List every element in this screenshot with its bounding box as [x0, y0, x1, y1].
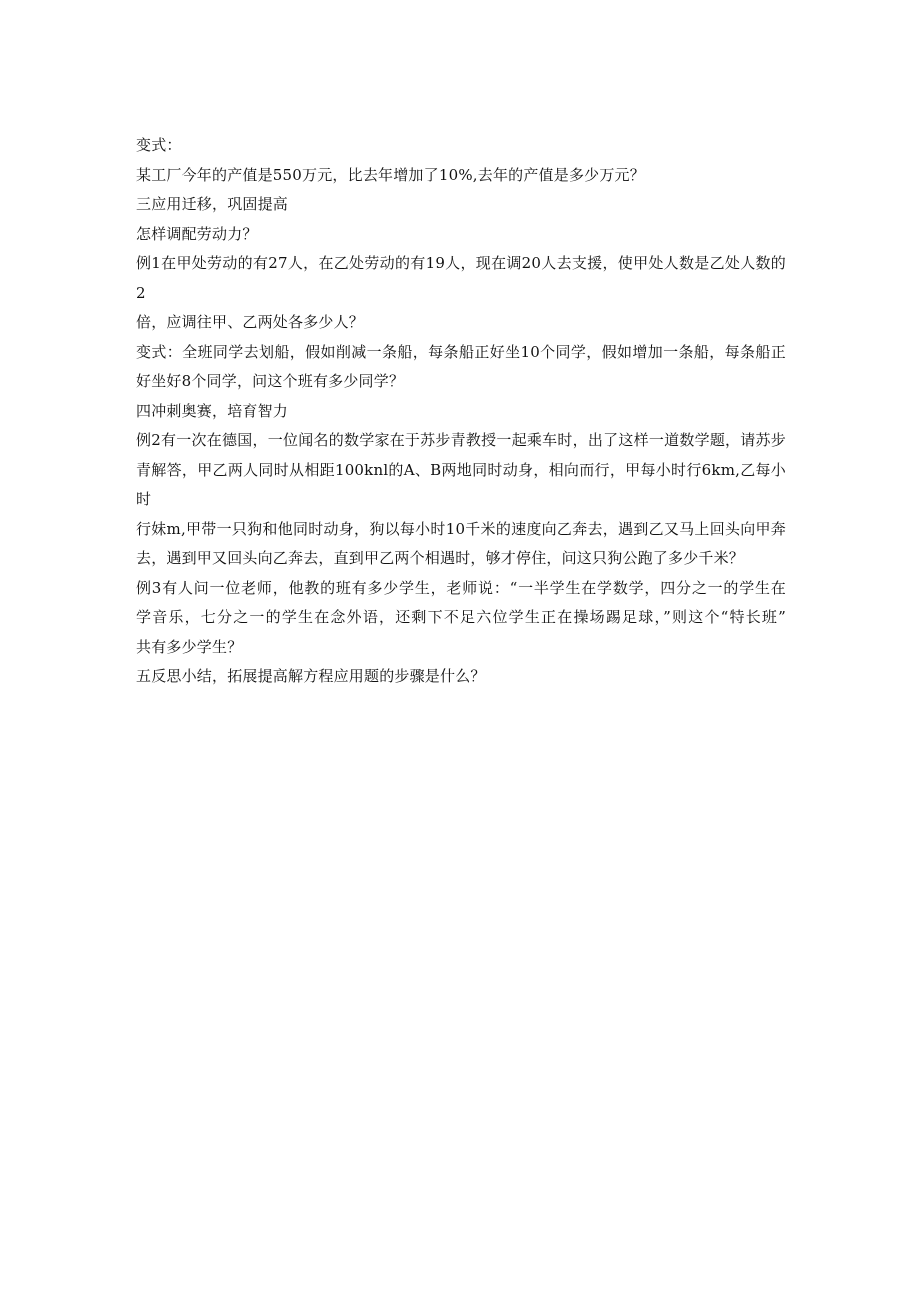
example-1-line-1: 例1在甲处劳动的有27人，在乙处劳动的有19人，现在调20人去支援，使甲处人数是乙处人数的2: [136, 254, 786, 302]
example-2-line-1: 例2有一次在德国，一位闻名的数学家在于苏步青教授一起乘车时，出了这样一道数学题，请苏步: [136, 431, 786, 449]
variant-question: 某工厂今年的产值是550万元，比去年增加了10%,去年的产值是多少万元？: [136, 165, 645, 184]
section-heading-four: 四冲刺奥赛，培育智力: [136, 401, 289, 420]
example-1-line-2: 倍，应调往甲、乙两处各多少人？: [136, 313, 365, 331]
section-heading-five: 五反思小结，拓展提高解方程应用题的步骤是什么？: [136, 667, 486, 685]
example-3-line-3: 共有多少学生？: [136, 637, 243, 656]
example-2-line-2: 青解答，甲乙两人同时从相距100knl的A、B两地同时动身，相向而行，甲每小时行6km,乙每小时: [136, 460, 786, 508]
example-3-line-2: 学音乐，七分之一的学生在念外语，还剩下不足六位学生正在操场踢足球，”则这个“特长班”: [136, 608, 786, 626]
example-2-line-4: 去，遇到甲又回头向乙奔去，直到甲乙两个相遇时，够才停住，问这只狗公跑了多少千米？: [136, 549, 745, 567]
section-heading-three: 三应用迁移，巩固提高: [136, 195, 289, 213]
document-body: [136, 131, 786, 692]
labor-allocation-question: 怎样调配劳动力？: [136, 224, 258, 243]
variant-heading: 变式：: [136, 136, 182, 154]
boat-variant-line-2: 好坐好8个同学，问这个班有多少同学？: [136, 372, 405, 390]
boat-variant-line-1: 变式：全班同学去划船，假如削减一条船，每条船正好坐10个同学，假如增加一条船，每条船正: [136, 342, 786, 361]
example-3-line-1: 例3有人问一位老师，他教的班有多少学生，老师说：“一半学生在学数学，四分之一的学生在: [136, 578, 786, 597]
example-2-line-3: 行妹m,甲带一只狗和他同时动身，狗以每小时10千米的速度向乙奔去，遇到乙又马上回头向甲奔: [136, 519, 786, 538]
